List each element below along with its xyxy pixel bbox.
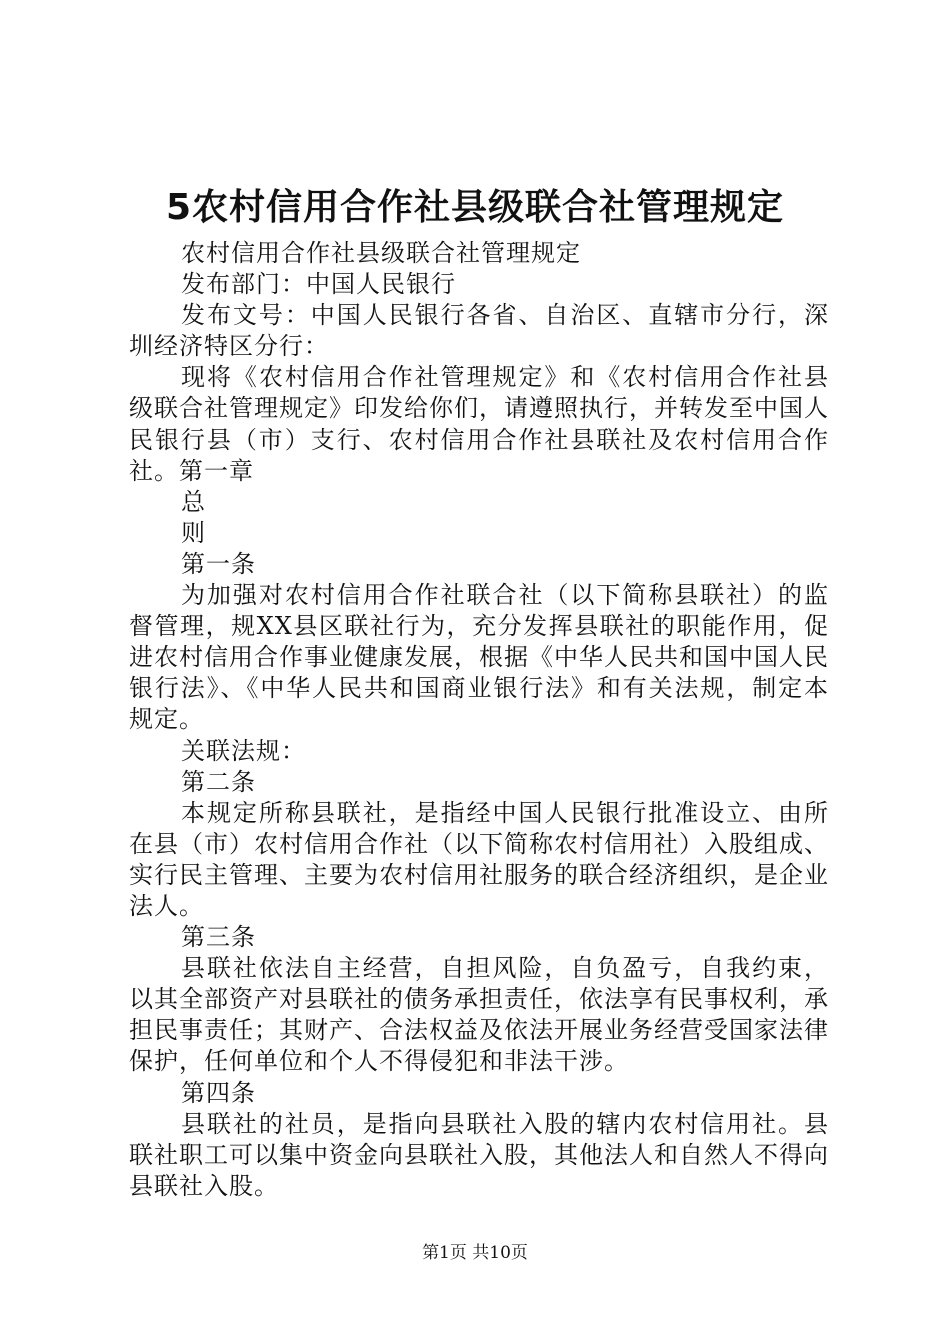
paragraph-notice: 现将《农村信用合作社管理规定》和《农村信用合作社县级联合社管理规定》印发给你们，请遵照执行，并转发至中国人民银行县（市）支行、农村信用合作社县联社及农村信用合作社。第一章 — [129, 363, 829, 485]
page-number-footer: 第1页 共10页 — [422, 1243, 528, 1263]
article-heading-2: 第二条 — [181, 767, 256, 796]
article-body-3: 县联社依法自主经营，自担风险，自负盈亏，自我约束，以其全部资产对县联社的债务承担责任，依法享有民事权利，承担民事责任；其财产、合法权益及依法开展业务经营受国家法律保护，任何单位和个人不得侵犯和非法干涉。 — [129, 954, 829, 1076]
article-heading-3: 第三条 — [181, 923, 256, 952]
article-heading-4: 第四条 — [181, 1078, 256, 1107]
chapter-heading-part2: 则 — [181, 518, 206, 547]
related-regulations-label: 关联法规： — [181, 736, 306, 765]
paragraph-subtitle: 农村信用合作社县级联合社管理规定 — [181, 239, 581, 267]
article-body-2: 本规定所称县联社，是指经中国人民银行批准设立、由所在县（市）农村信用合作社（以下简称农村信用社）入股组成、实行民主管理、主要为农村信用社服务的联合经济组织，是企业法人。 — [129, 798, 829, 920]
document-body — [129, 238, 829, 1202]
paragraph-issuer: 发布部门：中国人民银行 — [181, 270, 456, 299]
chapter-heading-part1: 总 — [181, 487, 206, 516]
document-title: 5农村信用合作社县级联合社管理规定 — [165, 187, 785, 228]
article-body-1: 为加强对农村信用合作社联合社（以下简称县联社）的监督管理，规XX县区联社行为，充分发挥县联社的职能作用，促进农村信用合作事业健康发展，根据《中华人民共和国中国人民银行法》、《中华人民共和国商业银行法》和有关法规，制定本规定。 — [129, 581, 829, 734]
article-body-4: 县联社的社员，是指向县联社入股的辖内农村信用社。县联社职工可以集中资金向县联社入股，其他法人和自然人不得向县联社入股。 — [129, 1109, 829, 1200]
article-heading-1: 第一条 — [181, 549, 256, 578]
paragraph-doc-number: 发布文号：中国人民银行各省、自治区、直辖市分行，深圳经济特区分行： — [129, 301, 829, 361]
